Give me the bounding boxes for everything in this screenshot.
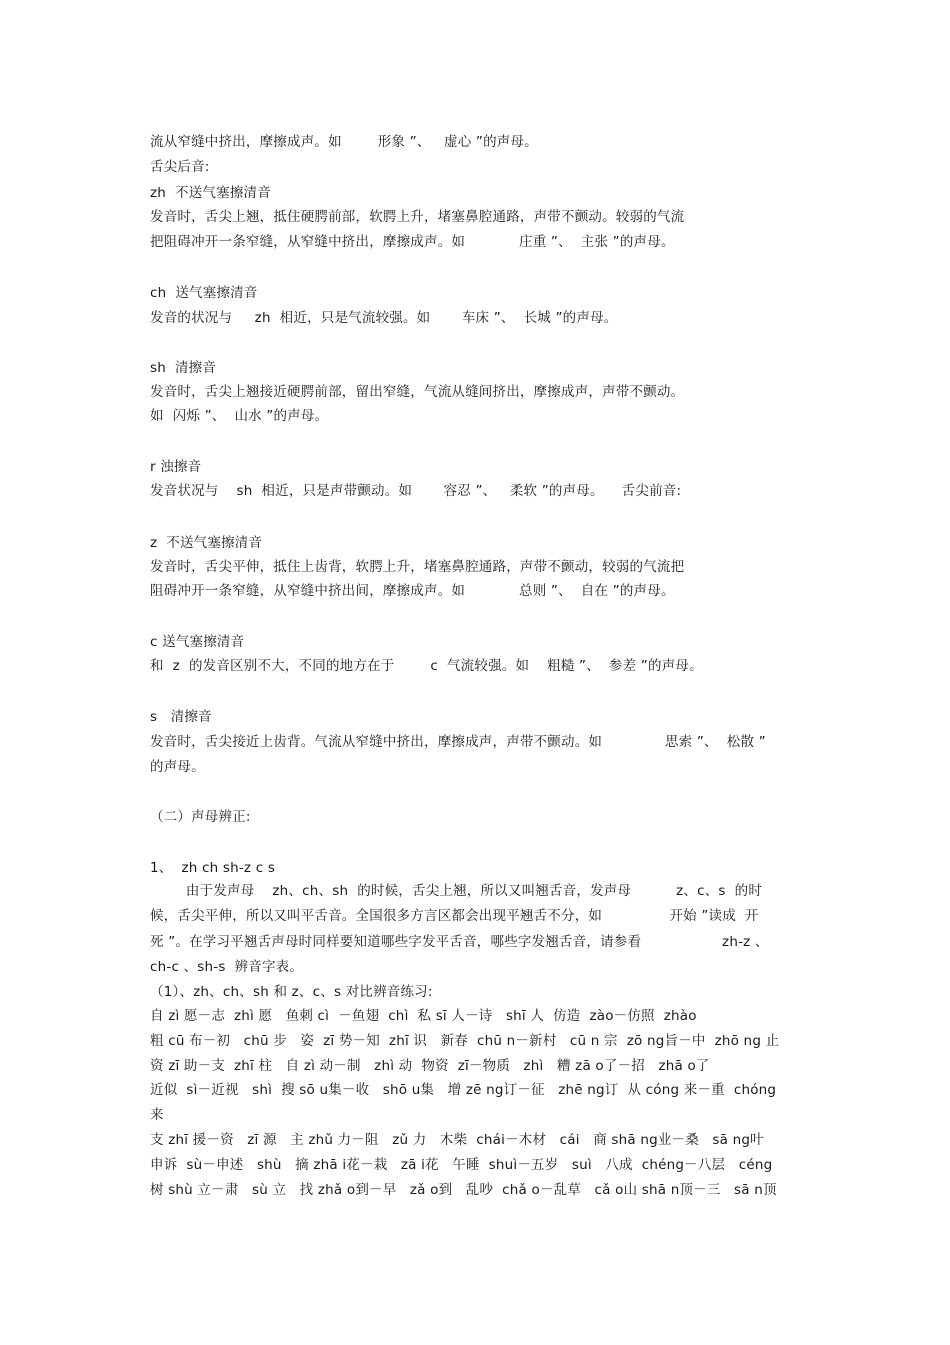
paragraph-line: 发音时，舌尖平伸，抵住上齿背，软腭上升，堵塞鼻腔通路，声带不颤动，较弱的气流把: [150, 559, 685, 575]
paragraph-line: 由于发声母 zh、ch、sh 的时候，舌尖上翘，所以又叫翘舌音，发声母 z、c、s 的时: [150, 883, 763, 899]
paragraph-line: 发音时，舌尖上翘接近硬腭前部，留出窄缝，气流从缝间挤出，摩擦成声，声带不颤动。: [150, 384, 685, 400]
practice-line: 支 zhī 援－资 zī 源 主 zhǔ 力－阻 zǔ 力 木柴 chái－木材 cái 商 shā ng业－桑 sā ng叶: [150, 1132, 764, 1148]
paragraph-line: 阻碍冲开一条窄缝，从窄缝中挤出间，摩擦成声。如 总则 ”、 自在 ”的声母。: [150, 583, 675, 599]
subheading: zh 不送气塞擦清音: [150, 185, 271, 201]
paragraph-line: 发音时，舌尖上翘，抵住硬腭前部，软腭上升，堵塞鼻腔通路，声带不颤动。较弱的气流: [150, 209, 685, 225]
subheading: sh 清擦音: [150, 360, 217, 376]
subheading: 1、 zh ch sh-z c s: [150, 860, 276, 876]
subheading: z 不送气塞擦清音: [150, 535, 263, 551]
paragraph-line: 把阻碍冲开一条窄缝，从窄缝中挤出，摩擦成声。如 庄重 ”、 主张 ”的声母。: [150, 234, 675, 250]
practice-line: 树 shù 立－肃 sù 立 找 zhǎ o到－早 zǎ o到 乱吵 chǎ o－乱草 cǎ o山 shā n顶－三 sā n顶: [150, 1182, 777, 1198]
subheading: s 清擦音: [150, 709, 212, 725]
practice-line: 粗 cū 布－初 chū 步 姿 zī 势－知 zhī 识 新春 chū n－新村 cū n 宗 zō ng旨－中 zhō ng 止: [150, 1033, 780, 1049]
practice-line: 申诉 sù－申述 shù 摘 zhā i花－栽 zā i花 午睡 shuì－五岁 suì 八成 chéng－八层 céng: [150, 1157, 773, 1173]
paragraph-line: 候，舌尖平伸，所以又叫平舌音。全国很多方言区都会出现平翘舌不分，如 开始 ”读成 开: [150, 908, 759, 924]
section-heading: （二）声母辨正:: [150, 809, 251, 825]
paragraph-line: 流从窄缝中挤出，摩擦成声。如 形象 ”、 虚心 ”的声母。: [150, 134, 538, 150]
subheading: c 送气塞擦清音: [150, 634, 245, 650]
practice-line: 来: [150, 1107, 164, 1123]
subheading: ch 送气塞擦清音: [150, 285, 258, 301]
paragraph-line: 如 闪烁 ”、 山水 ”的声母。: [150, 408, 329, 424]
practice-line: 自 zì 愿－志 zhì 愿 鱼刺 cì －鱼翅 chì 私 sī 人－诗 shī 人 仿造 zào－仿照 zhào: [150, 1008, 697, 1024]
paragraph-line: 发音的状况与 zh 相近，只是气流较强。如 车床 ”、 长城 ”的声母。: [150, 310, 618, 326]
practice-line: 资 zī 助－支 zhī 柱 自 zì 动－制 zhì 动 物资 zī－物质 zhì 糟 zā o了－招 zhā o了: [150, 1058, 710, 1074]
section-heading: 舌尖后音:: [150, 159, 210, 175]
paragraph-line: 和 z 的发音区别不大，不同的地方在于 c 气流较强。如 粗糙 ”、 参差 ”的声母。: [150, 658, 703, 674]
subheading: r 浊擦音: [150, 459, 202, 475]
paragraph-line: 发音时，舌尖接近上齿背。气流从窄缝中挤出，摩擦成声，声带不颤动。如 思索 ”、 松散 ”: [150, 734, 766, 750]
paragraph-line: 死 ”。在学习平翘舌声母时同样要知道哪些字发平舌音，哪些字发翘舌音，请参看 zh-z 、: [150, 934, 769, 950]
practice-line: 近似 sì－近视 shì 搜 sō u集－收 shō u集 增 zē ng订－征 zhē ng订 从 cóng 来－重 chóng: [150, 1082, 777, 1098]
paragraph-line: 发音状况与 sh 相近，只是声带颤动。如 容忍 ”、 柔软 ”的声母。 舌尖前音:: [150, 483, 682, 499]
paragraph-line: ch-c 、sh-s 辨音字表。: [150, 959, 304, 975]
paragraph-line: 的声母。: [150, 759, 205, 775]
subheading: （1）、zh、ch、sh 和 z、c、s 对比辨音练习:: [150, 984, 433, 1000]
